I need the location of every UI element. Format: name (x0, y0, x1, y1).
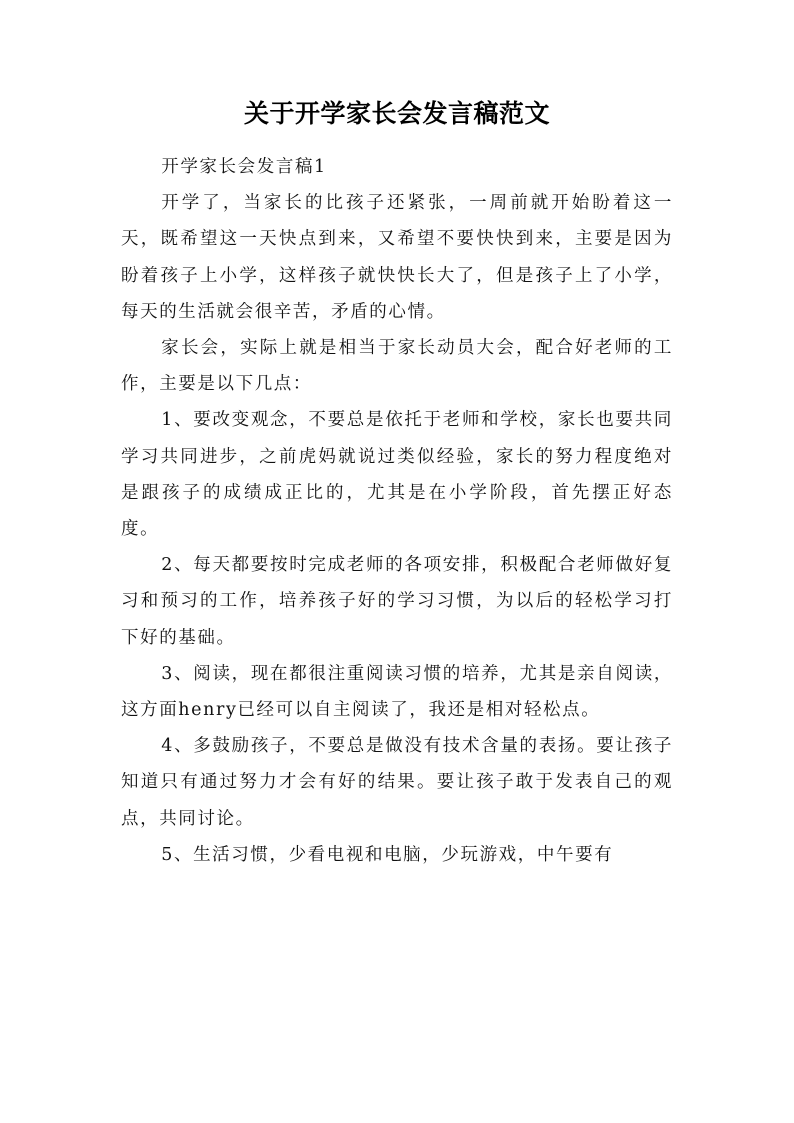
body-paragraph: 家长会，实际上就是相当于家长动员大会，配合好老师的工作，主要是以下几点： (121, 338, 673, 395)
list-paragraph: 1、要改变观念，不要总是依托于老师和学校，家长也要共同学习共同进步，之前虎妈就说过类似经验，家长的努力程度绝对是跟孩子的成绩成正比的，尤其是在小学阶段，首先摆正好态度。 (121, 410, 673, 540)
document-title: 关于开学家长会发言稿范文 (243, 99, 550, 128)
list-paragraph: 4、多鼓励孩子，不要总是做没有技术含量的表扬。要让孩子知道只有通过努力才会有好的结果。要让孩子敢于发表自己的观点，共同讨论。 (121, 736, 673, 829)
list-paragraph: 2、每天都要按时完成老师的各项安排，积极配合老师做好复习和预习的工作，培养孩子好的学习习惯，为以后的轻松学习打下好的基础。 (121, 555, 673, 648)
body-paragraph: 开学了，当家长的比孩子还紧张，一周前就开始盼着这一天，既希望这一天快点到来，又希望不要快快到来，主要是因为盼着孩子上小学，这样孩子就快快长大了，但是孩子上了小学，每天的生活就会很辛苦，矛盾的心情。 (121, 193, 673, 322)
document-body (121, 149, 673, 873)
subtitle-paragraph: 开学家长会发言稿1 (161, 157, 327, 177)
list-paragraph: 5、生活习惯，少看电视和电脑，少玩游戏，中午要有 (161, 844, 614, 865)
list-paragraph: 3、阅读，现在都很注重阅读习惯的培养，尤其是亲自阅读，这方面henry已经可以自主阅读了，我还是相对轻松点。 (121, 663, 673, 721)
